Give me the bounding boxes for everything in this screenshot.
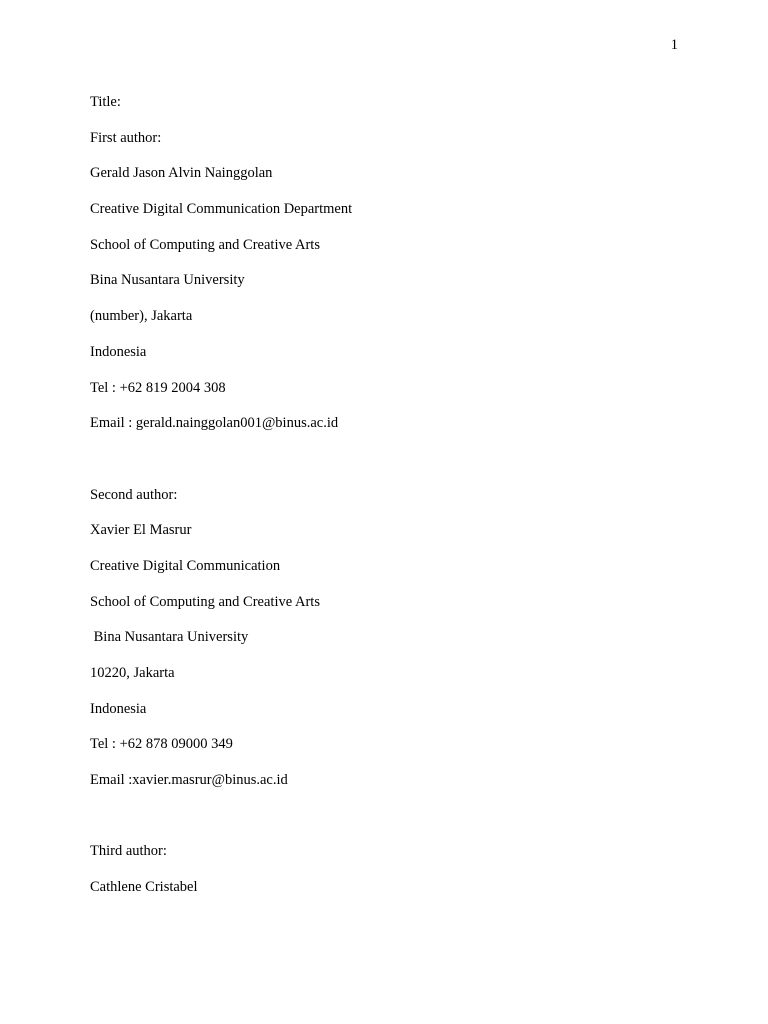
author-name: Gerald Jason Alvin Nainggolan (90, 165, 273, 182)
author-country: Indonesia (90, 700, 147, 717)
author-email: Email : gerald.nainggolan001@binus.ac.id (90, 415, 339, 432)
author-school: School of Computing and Creative Arts (90, 593, 320, 610)
author-heading: First author: (90, 129, 162, 146)
third-author-block (90, 842, 680, 896)
author-school: School of Computing and Creative Arts (90, 236, 320, 253)
author-heading: Third author: (90, 843, 167, 860)
author-email: Email :xavier.masrur@binus.ac.id (90, 772, 288, 789)
blank-line (90, 807, 680, 825)
author-postal-city: (number), Jakarta (90, 308, 193, 325)
title-label: Title: (90, 94, 121, 110)
author-telephone: Tel : +62 819 2004 308 (90, 379, 226, 396)
blank-line (90, 450, 680, 468)
author-university: Bina Nusantara University (90, 629, 249, 646)
author-postal-city: 10220, Jakarta (90, 665, 175, 681)
author-department: Creative Digital Communication (90, 557, 281, 574)
author-heading: Second author: (90, 486, 178, 503)
first-author-block (90, 129, 680, 433)
author-telephone: Tel : +62 878 09000 349 (90, 736, 233, 753)
author-information (90, 93, 680, 914)
author-country: Indonesia (90, 343, 147, 360)
page-number: 1 (670, 37, 678, 53)
author-name: Cathlene Cristabel (90, 879, 198, 896)
second-author-block (90, 486, 680, 790)
author-university: Bina Nusantara University (90, 272, 245, 289)
author-name: Xavier El Masrur (90, 522, 192, 539)
author-department: Creative Digital Communication Department (90, 201, 353, 218)
